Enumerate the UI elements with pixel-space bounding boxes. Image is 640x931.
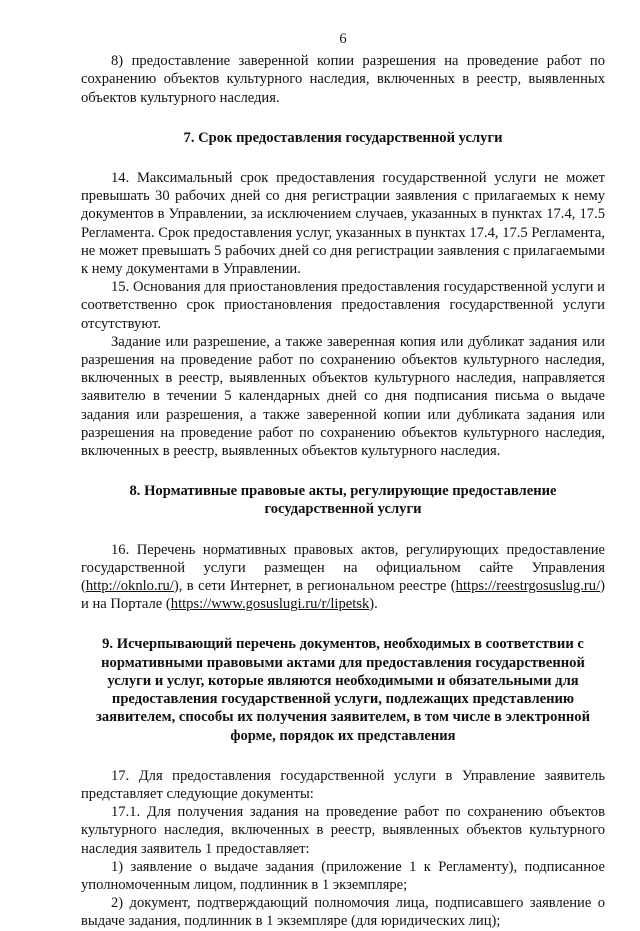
section-heading-9-line-1: 9. Исчерпывающий перечень документов, необходимых в соответствии с xyxy=(102,636,584,653)
page-number: 6 xyxy=(339,31,347,47)
section-heading-9-line-5: заявителем, способы их получения заявителем, в том числе в электронной xyxy=(96,709,590,726)
paragraph-16-text-c: ) и на Портале ( xyxy=(81,578,605,613)
paragraph-task-delivery: Задание или разрешение, а также заверенная копия или дубликат задания или разрешения на проведение работ по сохранению объектов культурного наследия, включенных в реестр, выявленных объектов культурного наследия, направляется заявителю в течении 5 календарных дней со дня подписания письма о выдаче задания или разрешения, а также заверенной копии или дубликата задания или разрешения на проведение работ по сохранению объектов культурного наследия, включенных в реестр, выявленных объектов культурного наследия. xyxy=(81,333,605,460)
list-item-2: 2) документ, подтверждающий полномочия лица, подписавшего заявление о выдаче задания, подлинник в 1 экземпляре (для юридических лиц); xyxy=(81,895,605,930)
document-page xyxy=(81,30,605,931)
paragraph-17-1: 17.1. Для получения задания на проведение работ по сохранению объектов культурного наследия, включенных в реестр, выявленных объектов культурного наследия заявитель 1 предоставляет: xyxy=(81,804,605,857)
section-heading-8 xyxy=(81,482,605,518)
paragraph-16-text-b: ), в сети Интернет, в региональном реестре ( xyxy=(173,578,456,595)
paragraph-14: 14. Максимальный срок предоставления государственной услуги не может превышать 30 рабочих дней со дня регистрации заявления с прилагаемых к нему документов в Управлении, за исключением случаев, указанных в пунктах 17.4, 17.5 Регламента. Срок предоставления услуг, указанных в пунктах 17.4, 17.5 Регламента, не может превышать 5 рабочих дней со дня регистрации заявления с прилагаемыми к нему документами в Управлении. xyxy=(81,170,605,278)
paragraph-16-text-a: 16. Перечень нормативных правовых актов, регулирующих предоставление государственной услуги размещен на официальном сайте Управления ( xyxy=(81,541,605,595)
section-heading-7: 7. Срок предоставления государственной услуги xyxy=(183,129,503,146)
oknlo-link[interactable]: http://oknlo.ru/ xyxy=(85,578,174,595)
section-heading-9-line-3: услуги и услуг, которые являются необходимыми и обязательными для xyxy=(107,672,579,689)
gosuslugi-link[interactable]: https://www.gosuslugi.ru/r/lipetsk xyxy=(170,596,370,613)
section-heading-9-line-2: нормативными правовыми актами для предоставления государственной xyxy=(101,654,585,671)
paragraph-16-text-d: ). xyxy=(369,596,378,613)
paragraph-17: 17. Для предоставления государственной услуги в Управление заявитель представляет следующие документы: xyxy=(81,767,605,802)
list-item-1: 1) заявление о выдаче задания (приложение 1 к Регламенту), подписанное уполномоченным лицом, подлинник в 1 экземпляре; xyxy=(81,858,605,893)
paragraph-15: 15. Основания для приостановления предоставления государственной услуги и соответственно срок приостановления предоставления государственной услуги отсутствуют. xyxy=(81,279,605,332)
paragraph-item-8: 8) предоставление заверенной копии разрешения на проведение работ по сохранению объектов культурного наследия, включенных в реестр, выявленных объектов культурного наследия. xyxy=(81,53,605,106)
section-heading-9-line-4: предоставления государственной услуги, подлежащих представлению xyxy=(111,691,575,708)
section-heading-8-line-1: 8. Нормативные правовые акты, регулирующие предоставление xyxy=(129,483,557,500)
section-heading-9-line-6: форме, порядок их представления xyxy=(230,727,456,744)
section-heading-8-line-2: государственной услуги xyxy=(264,501,422,518)
reestr-link[interactable]: https://reestrgosuslug.ru/ xyxy=(455,578,601,595)
paragraph-16 xyxy=(81,541,605,614)
section-heading-9 xyxy=(81,635,605,744)
